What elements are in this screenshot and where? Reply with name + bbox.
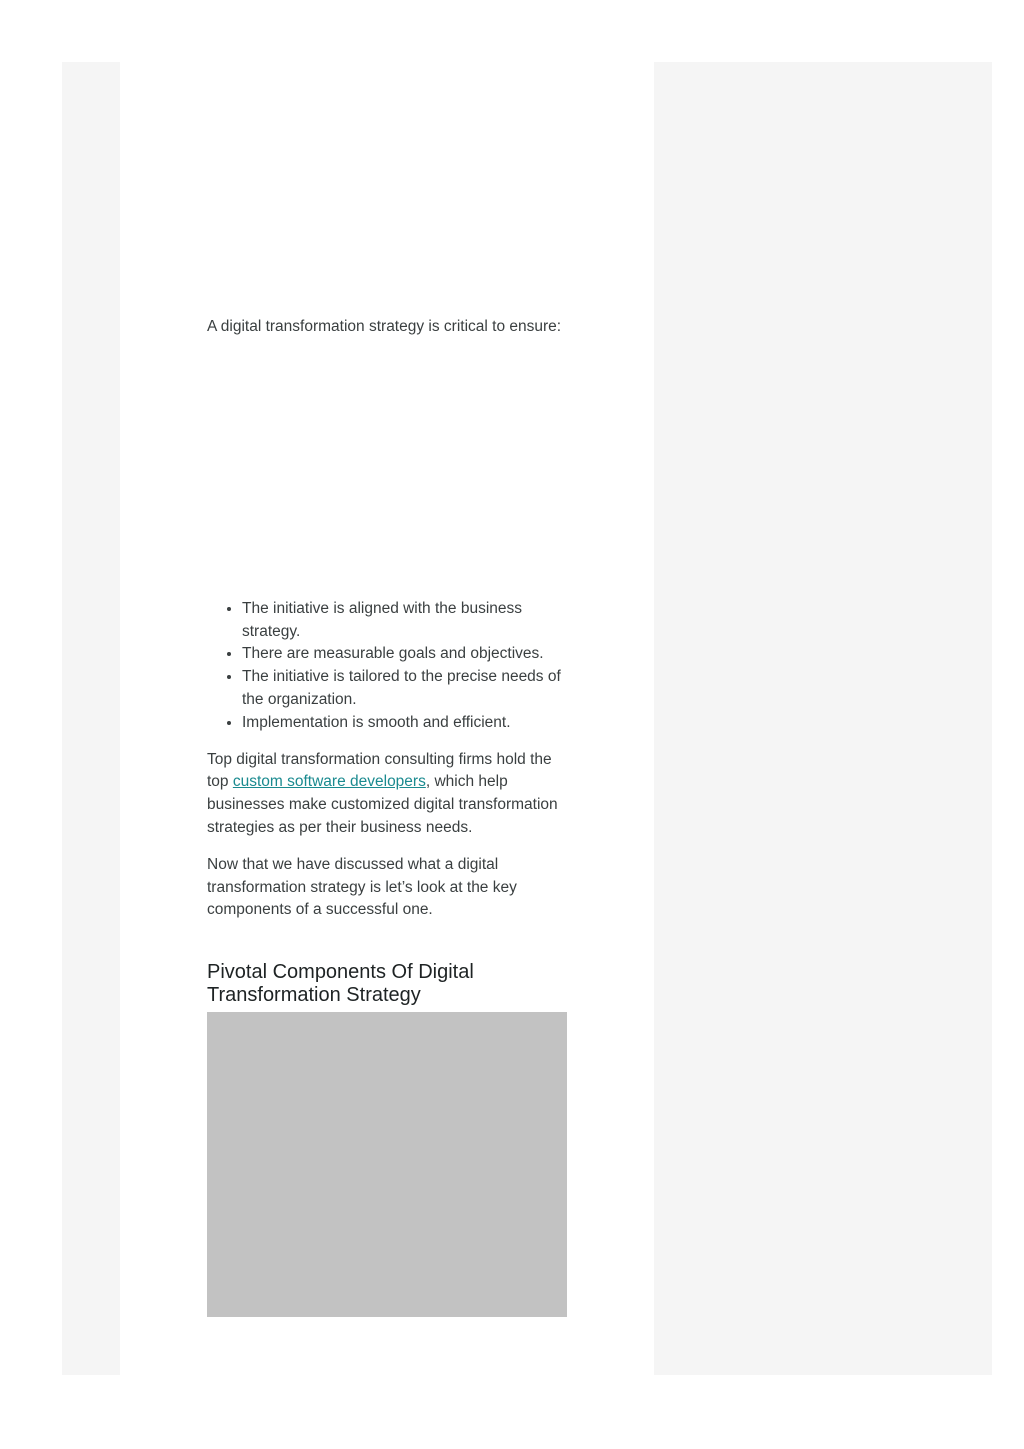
transition-paragraph: Now that we have discussed what a digital transformation strategy is let’s look at the key components of a successful one. <box>207 855 517 919</box>
article-content <box>207 316 569 1317</box>
custom-software-developers-link[interactable]: custom software developers <box>232 773 426 791</box>
section-heading: Pivotal Components Of Digital Transformation Strategy <box>207 961 474 1007</box>
paragraph-text: , which help businesses make customized digital transformation strategies as per their business needs. <box>207 773 558 836</box>
strategy-benefits-list <box>207 598 569 735</box>
empty-content-area <box>207 339 569 598</box>
list-item: • There are measurable goals and objectives. <box>242 643 569 666</box>
left-gutter-panel <box>62 62 120 1375</box>
consulting-firms-paragraph <box>207 749 569 840</box>
intro-paragraph: A digital transformation strategy is critical to ensure: <box>207 318 562 335</box>
article-image-placeholder <box>207 1012 567 1317</box>
list-item: • Implementation is smooth and efficient. <box>242 712 569 735</box>
list-item: • The initiative is aligned with the business strategy. <box>242 598 569 644</box>
list-item: • The initiative is tailored to the precise needs of the organization. <box>242 666 569 712</box>
sidebar-panel <box>654 62 992 1375</box>
paragraph-text: Top digital transformation consulting firms hold the top <box>207 750 552 791</box>
